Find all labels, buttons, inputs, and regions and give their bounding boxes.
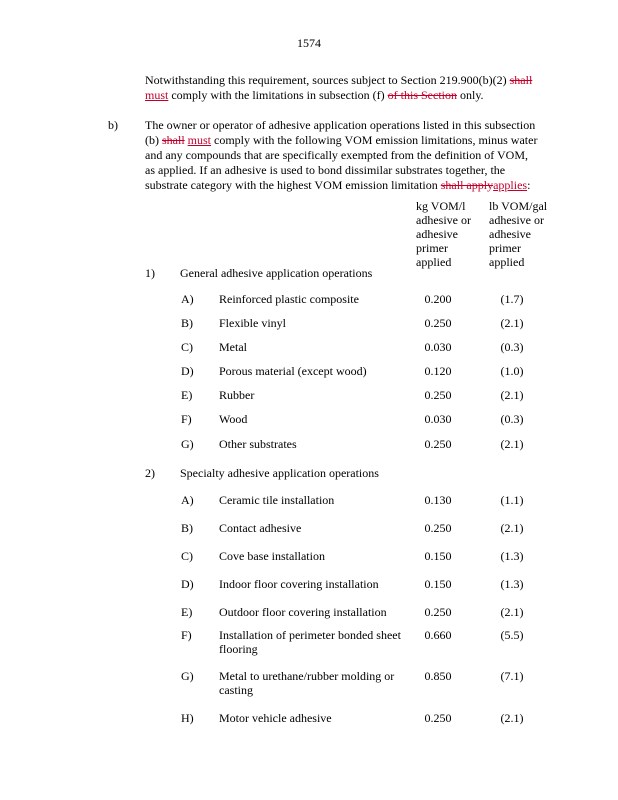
row-lb-value: (2.1) xyxy=(500,437,524,451)
row-letter: H) xyxy=(181,711,194,725)
name-line: Ceramic tile installation xyxy=(219,493,335,507)
row-letter: D) xyxy=(181,364,194,378)
intro-mid: comply with the limitations in subsection (f) xyxy=(168,88,388,102)
row-letter: C) xyxy=(181,340,193,354)
row-lb-value: (1.3) xyxy=(500,549,524,563)
row-substrate-name xyxy=(219,549,409,563)
row-lb-value: (2.1) xyxy=(500,711,524,725)
intro-paragraph xyxy=(145,73,565,103)
header-line: adhesive or xyxy=(489,213,544,227)
name-line: flooring xyxy=(219,642,258,656)
row-kg-value: 0.250 xyxy=(424,711,452,725)
name-line: Metal to urethane/rubber molding or xyxy=(219,669,395,683)
row-letter: G) xyxy=(181,669,194,683)
row-letter: D) xyxy=(181,577,194,591)
row-substrate-name xyxy=(219,711,409,725)
name-line: Flexible vinyl xyxy=(219,316,286,330)
column-header-lb xyxy=(489,199,547,269)
row-kg-value: 0.660 xyxy=(424,628,452,642)
row-lb-value: (5.5) xyxy=(500,628,524,642)
row-substrate-name xyxy=(219,521,409,535)
row-lb-value: (0.3) xyxy=(500,412,524,426)
row-letter: G) xyxy=(181,437,194,451)
para-b-line xyxy=(145,178,575,193)
deleted-text: shall apply xyxy=(440,178,494,192)
row-substrate-name xyxy=(219,669,409,697)
text-span: substrate category with the highest VOM emission limitation xyxy=(145,178,441,192)
deleted-text: shall xyxy=(509,73,533,87)
section-1-title: General adhesive application operations xyxy=(180,266,373,280)
section-2-title: Specialty adhesive application operations xyxy=(180,466,379,480)
header-line: adhesive xyxy=(416,227,458,241)
name-line: Indoor floor covering installation xyxy=(219,577,379,591)
row-letter: A) xyxy=(181,292,194,306)
deleted-text: of this Section xyxy=(387,88,457,102)
name-line: Porous material (except wood) xyxy=(219,364,367,378)
name-line: Metal xyxy=(219,340,247,354)
name-line: Cove base installation xyxy=(219,549,325,563)
text-span: comply with the following VOM emission limitations, minus water xyxy=(211,133,538,147)
deleted-text: shall xyxy=(162,133,185,147)
row-substrate-name xyxy=(219,493,409,507)
row-lb-value: (2.1) xyxy=(500,521,524,535)
row-letter: E) xyxy=(181,605,193,619)
para-b-line: and any compounds that are specifically exempted from the definition of VOM, xyxy=(145,148,529,162)
header-line: primer xyxy=(489,241,521,255)
row-lb-value: (0.3) xyxy=(500,340,524,354)
row-lb-value: (2.1) xyxy=(500,388,524,402)
row-substrate-name xyxy=(219,364,409,378)
row-kg-value: 0.130 xyxy=(424,493,452,507)
header-line: applied xyxy=(416,255,452,269)
header-line: adhesive xyxy=(489,227,531,241)
section-2-number: 2) xyxy=(145,466,155,480)
row-letter: F) xyxy=(181,628,192,642)
name-line: Reinforced plastic composite xyxy=(219,292,359,306)
row-lb-value: (1.7) xyxy=(500,292,524,306)
row-lb-value: (2.1) xyxy=(500,605,524,619)
row-kg-value: 0.030 xyxy=(424,412,452,426)
row-kg-value: 0.250 xyxy=(424,388,452,402)
row-substrate-name xyxy=(219,316,409,330)
name-line: Outdoor floor covering installation xyxy=(219,605,387,619)
row-substrate-name xyxy=(219,628,409,656)
row-letter: F) xyxy=(181,412,192,426)
name-line: Motor vehicle adhesive xyxy=(219,711,332,725)
para-b-line xyxy=(145,133,575,148)
page-number: 1574 xyxy=(297,36,321,50)
para-b-line: as applied. If an adhesive is used to bond dissimilar substrates together, the xyxy=(145,163,506,177)
inserted-text: must xyxy=(145,88,169,102)
row-substrate-name xyxy=(219,340,409,354)
section-1-number: 1) xyxy=(145,266,155,280)
row-kg-value: 0.030 xyxy=(424,340,452,354)
row-lb-value: (2.1) xyxy=(500,316,524,330)
para-b-text xyxy=(145,118,575,193)
row-substrate-name xyxy=(219,605,409,619)
row-kg-value: 0.250 xyxy=(424,605,452,619)
row-substrate-name xyxy=(219,292,409,306)
header-line: adhesive or xyxy=(416,213,471,227)
header-line: kg VOM/l xyxy=(416,199,466,213)
row-kg-value: 0.120 xyxy=(424,364,452,378)
para-b-label: b) xyxy=(108,118,118,132)
row-substrate-name xyxy=(219,388,409,402)
column-header-kg xyxy=(416,199,471,269)
row-letter: C) xyxy=(181,549,193,563)
name-line: Other substrates xyxy=(219,437,297,451)
row-lb-value: (1.1) xyxy=(500,493,524,507)
row-lb-value: (1.0) xyxy=(500,364,524,378)
row-lb-value: (1.3) xyxy=(500,577,524,591)
text-span: (b) xyxy=(145,133,162,147)
name-line: Contact adhesive xyxy=(219,521,302,535)
row-substrate-name xyxy=(219,577,409,591)
row-substrate-name xyxy=(219,437,409,451)
inserted-text: must xyxy=(187,133,212,147)
name-line: casting xyxy=(219,683,253,697)
row-letter: E) xyxy=(181,388,193,402)
row-kg-value: 0.850 xyxy=(424,669,452,683)
inserted-text: applies xyxy=(493,178,528,192)
text-span: : xyxy=(527,178,531,192)
row-kg-value: 0.150 xyxy=(424,577,452,591)
row-letter: A) xyxy=(181,493,194,507)
row-substrate-name xyxy=(219,412,409,426)
name-line: Installation of perimeter bonded sheet xyxy=(219,628,401,642)
para-b-line: The owner or operator of adhesive application operations listed in this subsection xyxy=(145,118,536,132)
row-letter: B) xyxy=(181,521,193,535)
intro-pre: Notwithstanding this requirement, sources subject to Section 219.900(b)(2) xyxy=(145,73,510,87)
row-kg-value: 0.250 xyxy=(424,316,452,330)
row-kg-value: 0.150 xyxy=(424,549,452,563)
header-line: lb VOM/gal xyxy=(489,199,548,213)
header-line: applied xyxy=(489,255,525,269)
row-letter: B) xyxy=(181,316,193,330)
row-kg-value: 0.250 xyxy=(424,437,452,451)
row-lb-value: (7.1) xyxy=(500,669,524,683)
header-line: primer xyxy=(416,241,448,255)
row-kg-value: 0.200 xyxy=(424,292,452,306)
name-line: Rubber xyxy=(219,388,255,402)
name-line: Wood xyxy=(219,412,248,426)
row-kg-value: 0.250 xyxy=(424,521,452,535)
intro-post: only. xyxy=(456,88,484,102)
